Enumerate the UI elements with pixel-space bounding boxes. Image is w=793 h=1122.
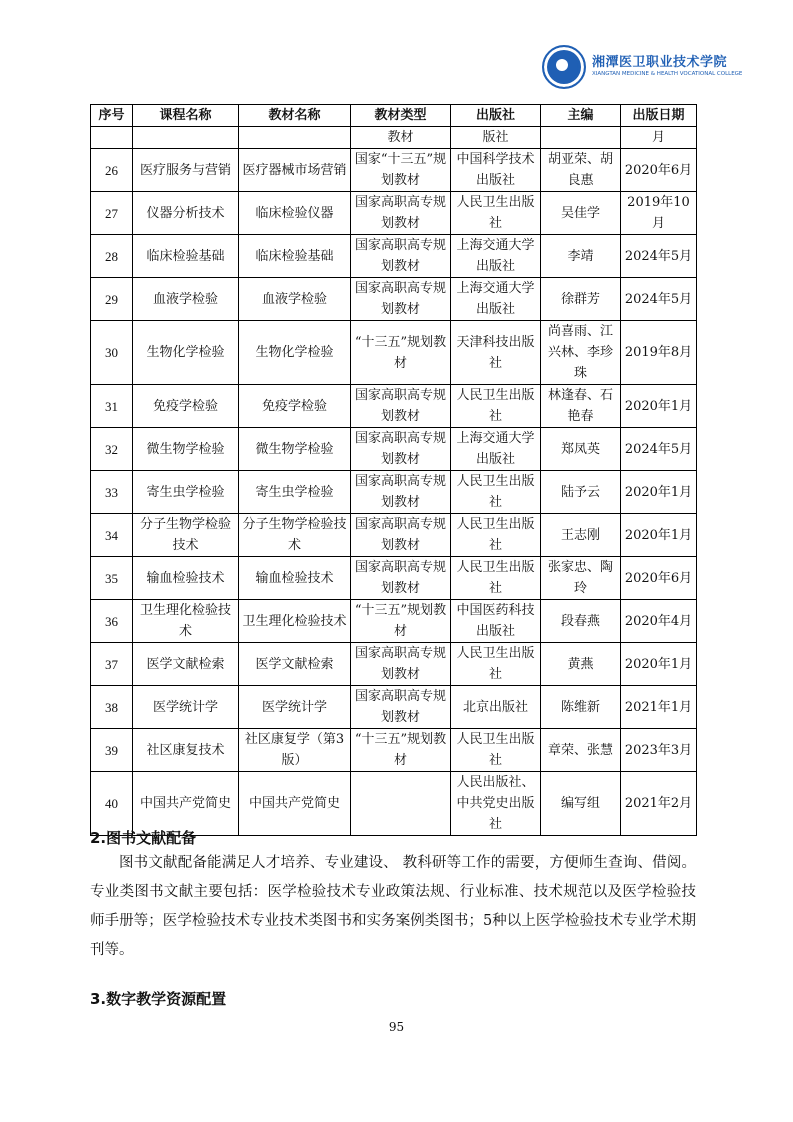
continuation-row	[91, 127, 697, 149]
table-cell: 王志刚	[541, 514, 621, 557]
table-cell: 免疫学检验	[239, 385, 351, 428]
table-cell: 国家高职高专规划教材	[351, 514, 451, 557]
table-cell: “十三五”规划教材	[351, 729, 451, 772]
table-cell: 人民卫生出版社	[451, 557, 541, 600]
books-paragraph: 图书文献配备能满足人才培养、专业建设、 教科研等工作的需要，方便师生查询、借阅。 专业类图书文献主要包括：医学检验技术专业政策法规、行业标准、技术规范以及医学检验技师手册等；医学检验技术专业技术类图书和实务案例类图书；5种以上医学检验技术专业学术期刊等。	[90, 855, 696, 958]
table-cell: 寄生虫学检验	[133, 471, 239, 514]
table-row	[91, 772, 697, 836]
table-header-row	[91, 105, 697, 127]
row-number-cell: 35	[91, 557, 133, 600]
table-cell: 寄生虫学检验	[239, 471, 351, 514]
table-cell: 李靖	[541, 235, 621, 278]
header-cell: 出版日期	[621, 105, 697, 127]
table-cell	[91, 127, 133, 149]
table-cell: 国家“十三五”规划教材	[351, 149, 451, 192]
row-number-cell: 28	[91, 235, 133, 278]
table-cell: 社区康复学（第3版）	[239, 729, 351, 772]
table-cell: 人民出版社、中共党史出版社	[451, 772, 541, 836]
table-row	[91, 600, 697, 643]
table-cell: 国家高职高专规划教材	[351, 643, 451, 686]
table-cell: 陆予云	[541, 471, 621, 514]
table-cell: 胡亚荣、胡良惠	[541, 149, 621, 192]
row-number-cell: 36	[91, 600, 133, 643]
table-cell: 国家高职高专规划教材	[351, 428, 451, 471]
table-cell: 生物化学检验	[133, 321, 239, 385]
college-name	[592, 56, 742, 78]
table-cell: 人民卫生出版社	[451, 471, 541, 514]
table-cell: 黄燕	[541, 643, 621, 686]
table-cell: 2020年4月	[621, 600, 697, 643]
table-cell: 国家高职高专规划教材	[351, 192, 451, 235]
table-cell: 输血检验技术	[239, 557, 351, 600]
table-cell: 2021年2月	[621, 772, 697, 836]
table-cell	[133, 127, 239, 149]
row-number-cell: 32	[91, 428, 133, 471]
table-row	[91, 514, 697, 557]
table-cell: 国家高职高专规划教材	[351, 557, 451, 600]
table-row	[91, 471, 697, 514]
table-cell: 版社	[451, 127, 541, 149]
table-cell: 人民卫生出版社	[451, 192, 541, 235]
table-row	[91, 428, 697, 471]
table-cell: 2023年3月	[621, 729, 697, 772]
page-number: 95	[388, 1020, 405, 1034]
table-cell: 2020年1月	[621, 471, 697, 514]
row-number-cell: 26	[91, 149, 133, 192]
table-row	[91, 385, 697, 428]
row-number-cell: 31	[91, 385, 133, 428]
table-cell: 国家高职高专规划教材	[351, 235, 451, 278]
row-number-cell: 29	[91, 278, 133, 321]
table-cell: 血液学检验	[239, 278, 351, 321]
table-cell: 分子生物学检验技术	[239, 514, 351, 557]
table-cell: 输血检验技术	[133, 557, 239, 600]
table-cell: 尚喜雨、江兴林、李珍珠	[541, 321, 621, 385]
table-cell: 人民卫生出版社	[451, 514, 541, 557]
table-cell: 国家高职高专规划教材	[351, 385, 451, 428]
header-cell: 教材类型	[351, 105, 451, 127]
table-cell: 张家忠、陶玲	[541, 557, 621, 600]
header-cell: 课程名称	[133, 105, 239, 127]
college-name-cn: 湘潭医卫职业技术学院	[592, 55, 728, 71]
table-cell: 微生物学检验	[239, 428, 351, 471]
table-cell: 免疫学检验	[133, 385, 239, 428]
table-cell: 天津科技出版社	[451, 321, 541, 385]
table-row	[91, 321, 697, 385]
table-cell: 2020年6月	[621, 149, 697, 192]
table-cell: 中国医药科技出版社	[451, 600, 541, 643]
table-cell: 微生物学检验	[133, 428, 239, 471]
table-cell: 2024年5月	[621, 235, 697, 278]
table-cell: 国家高职高专规划教材	[351, 686, 451, 729]
table-cell: 卫生理化检验技术	[133, 600, 239, 643]
table-cell: 临床检验基础	[133, 235, 239, 278]
table-row	[91, 643, 697, 686]
table-cell: 血液学检验	[133, 278, 239, 321]
table-row	[91, 557, 697, 600]
table-cell: 医学文献检索	[239, 643, 351, 686]
row-number-cell: 37	[91, 643, 133, 686]
row-number-cell: 38	[91, 686, 133, 729]
section-heading-digital: 3.数字教学资源配置	[90, 990, 227, 1008]
header-cell: 出版社	[451, 105, 541, 127]
table-cell: 医疗器械市场营销	[239, 149, 351, 192]
table-cell: 人民卫生出版社	[451, 385, 541, 428]
header-cell: 教材名称	[239, 105, 351, 127]
table-cell: 段春燕	[541, 600, 621, 643]
table-cell	[541, 127, 621, 149]
row-number-cell: 34	[91, 514, 133, 557]
table-cell: 上海交通大学出版社	[451, 235, 541, 278]
row-number-cell: 40	[91, 772, 133, 836]
row-number-cell: 33	[91, 471, 133, 514]
table-cell: 2024年5月	[621, 278, 697, 321]
college-logo	[542, 42, 762, 92]
table-cell: 林逢春、石艳春	[541, 385, 621, 428]
table-cell: 卫生理化检验技术	[239, 600, 351, 643]
table-cell: 临床检验基础	[239, 235, 351, 278]
table-cell: 分子生物学检验技术	[133, 514, 239, 557]
table-cell: 教材	[351, 127, 451, 149]
table-cell: 2020年6月	[621, 557, 697, 600]
table-cell	[351, 772, 451, 836]
table-cell: 编写组	[541, 772, 621, 836]
table-cell: 上海交通大学出版社	[451, 278, 541, 321]
table-row	[91, 192, 697, 235]
table-cell: 2020年1月	[621, 385, 697, 428]
table-cell: 仪器分析技术	[133, 192, 239, 235]
table-cell: 2020年1月	[621, 514, 697, 557]
table-cell: 中国共产党简史	[133, 772, 239, 836]
table-cell: 国家高职高专规划教材	[351, 471, 451, 514]
table-cell: “十三五”规划教材	[351, 600, 451, 643]
row-number-cell: 30	[91, 321, 133, 385]
table-cell: 中国共产党简史	[239, 772, 351, 836]
table-cell: 吴佳学	[541, 192, 621, 235]
table-cell: 人民卫生出版社	[451, 643, 541, 686]
table-row	[91, 729, 697, 772]
table-cell: 北京出版社	[451, 686, 541, 729]
table-cell: 医学统计学	[133, 686, 239, 729]
table-cell: 陈维新	[541, 686, 621, 729]
table-row	[91, 278, 697, 321]
college-emblem-icon	[542, 45, 586, 89]
table-cell: 2020年1月	[621, 643, 697, 686]
table-cell: 月	[621, 127, 697, 149]
table-cell: 2021年1月	[621, 686, 697, 729]
table-cell: 2024年5月	[621, 428, 697, 471]
table-cell: 医学文献检索	[133, 643, 239, 686]
table-cell: “十三五”规划教材	[351, 321, 451, 385]
table-cell: 郑凤英	[541, 428, 621, 471]
table-cell: 中国科学技术出版社	[451, 149, 541, 192]
table-cell: 生物化学检验	[239, 321, 351, 385]
table-cell	[239, 127, 351, 149]
table-cell: 医学统计学	[239, 686, 351, 729]
row-number-cell: 27	[91, 192, 133, 235]
table-cell: 2019年10月	[621, 192, 697, 235]
table-cell: 医疗服务与营销	[133, 149, 239, 192]
table-row	[91, 149, 697, 192]
table-cell: 国家高职高专规划教材	[351, 278, 451, 321]
table-row	[91, 686, 697, 729]
section-heading-books: 2.图书文献配备	[90, 829, 197, 847]
table-cell: 人民卫生出版社	[451, 729, 541, 772]
table-cell: 2019年8月	[621, 321, 697, 385]
table-cell: 上海交通大学出版社	[451, 428, 541, 471]
header-cell: 序号	[91, 105, 133, 127]
textbook-table	[90, 104, 697, 836]
table-cell: 徐群芳	[541, 278, 621, 321]
table-cell: 章荣、张慧	[541, 729, 621, 772]
table-cell: 社区康复技术	[133, 729, 239, 772]
header-cell: 主编	[541, 105, 621, 127]
row-number-cell: 39	[91, 729, 133, 772]
table-row	[91, 235, 697, 278]
table-cell: 临床检验仪器	[239, 192, 351, 235]
college-name-en: XIANGTAN MEDICINE & HEALTH VOCATIONAL COLLEGE	[592, 71, 743, 78]
